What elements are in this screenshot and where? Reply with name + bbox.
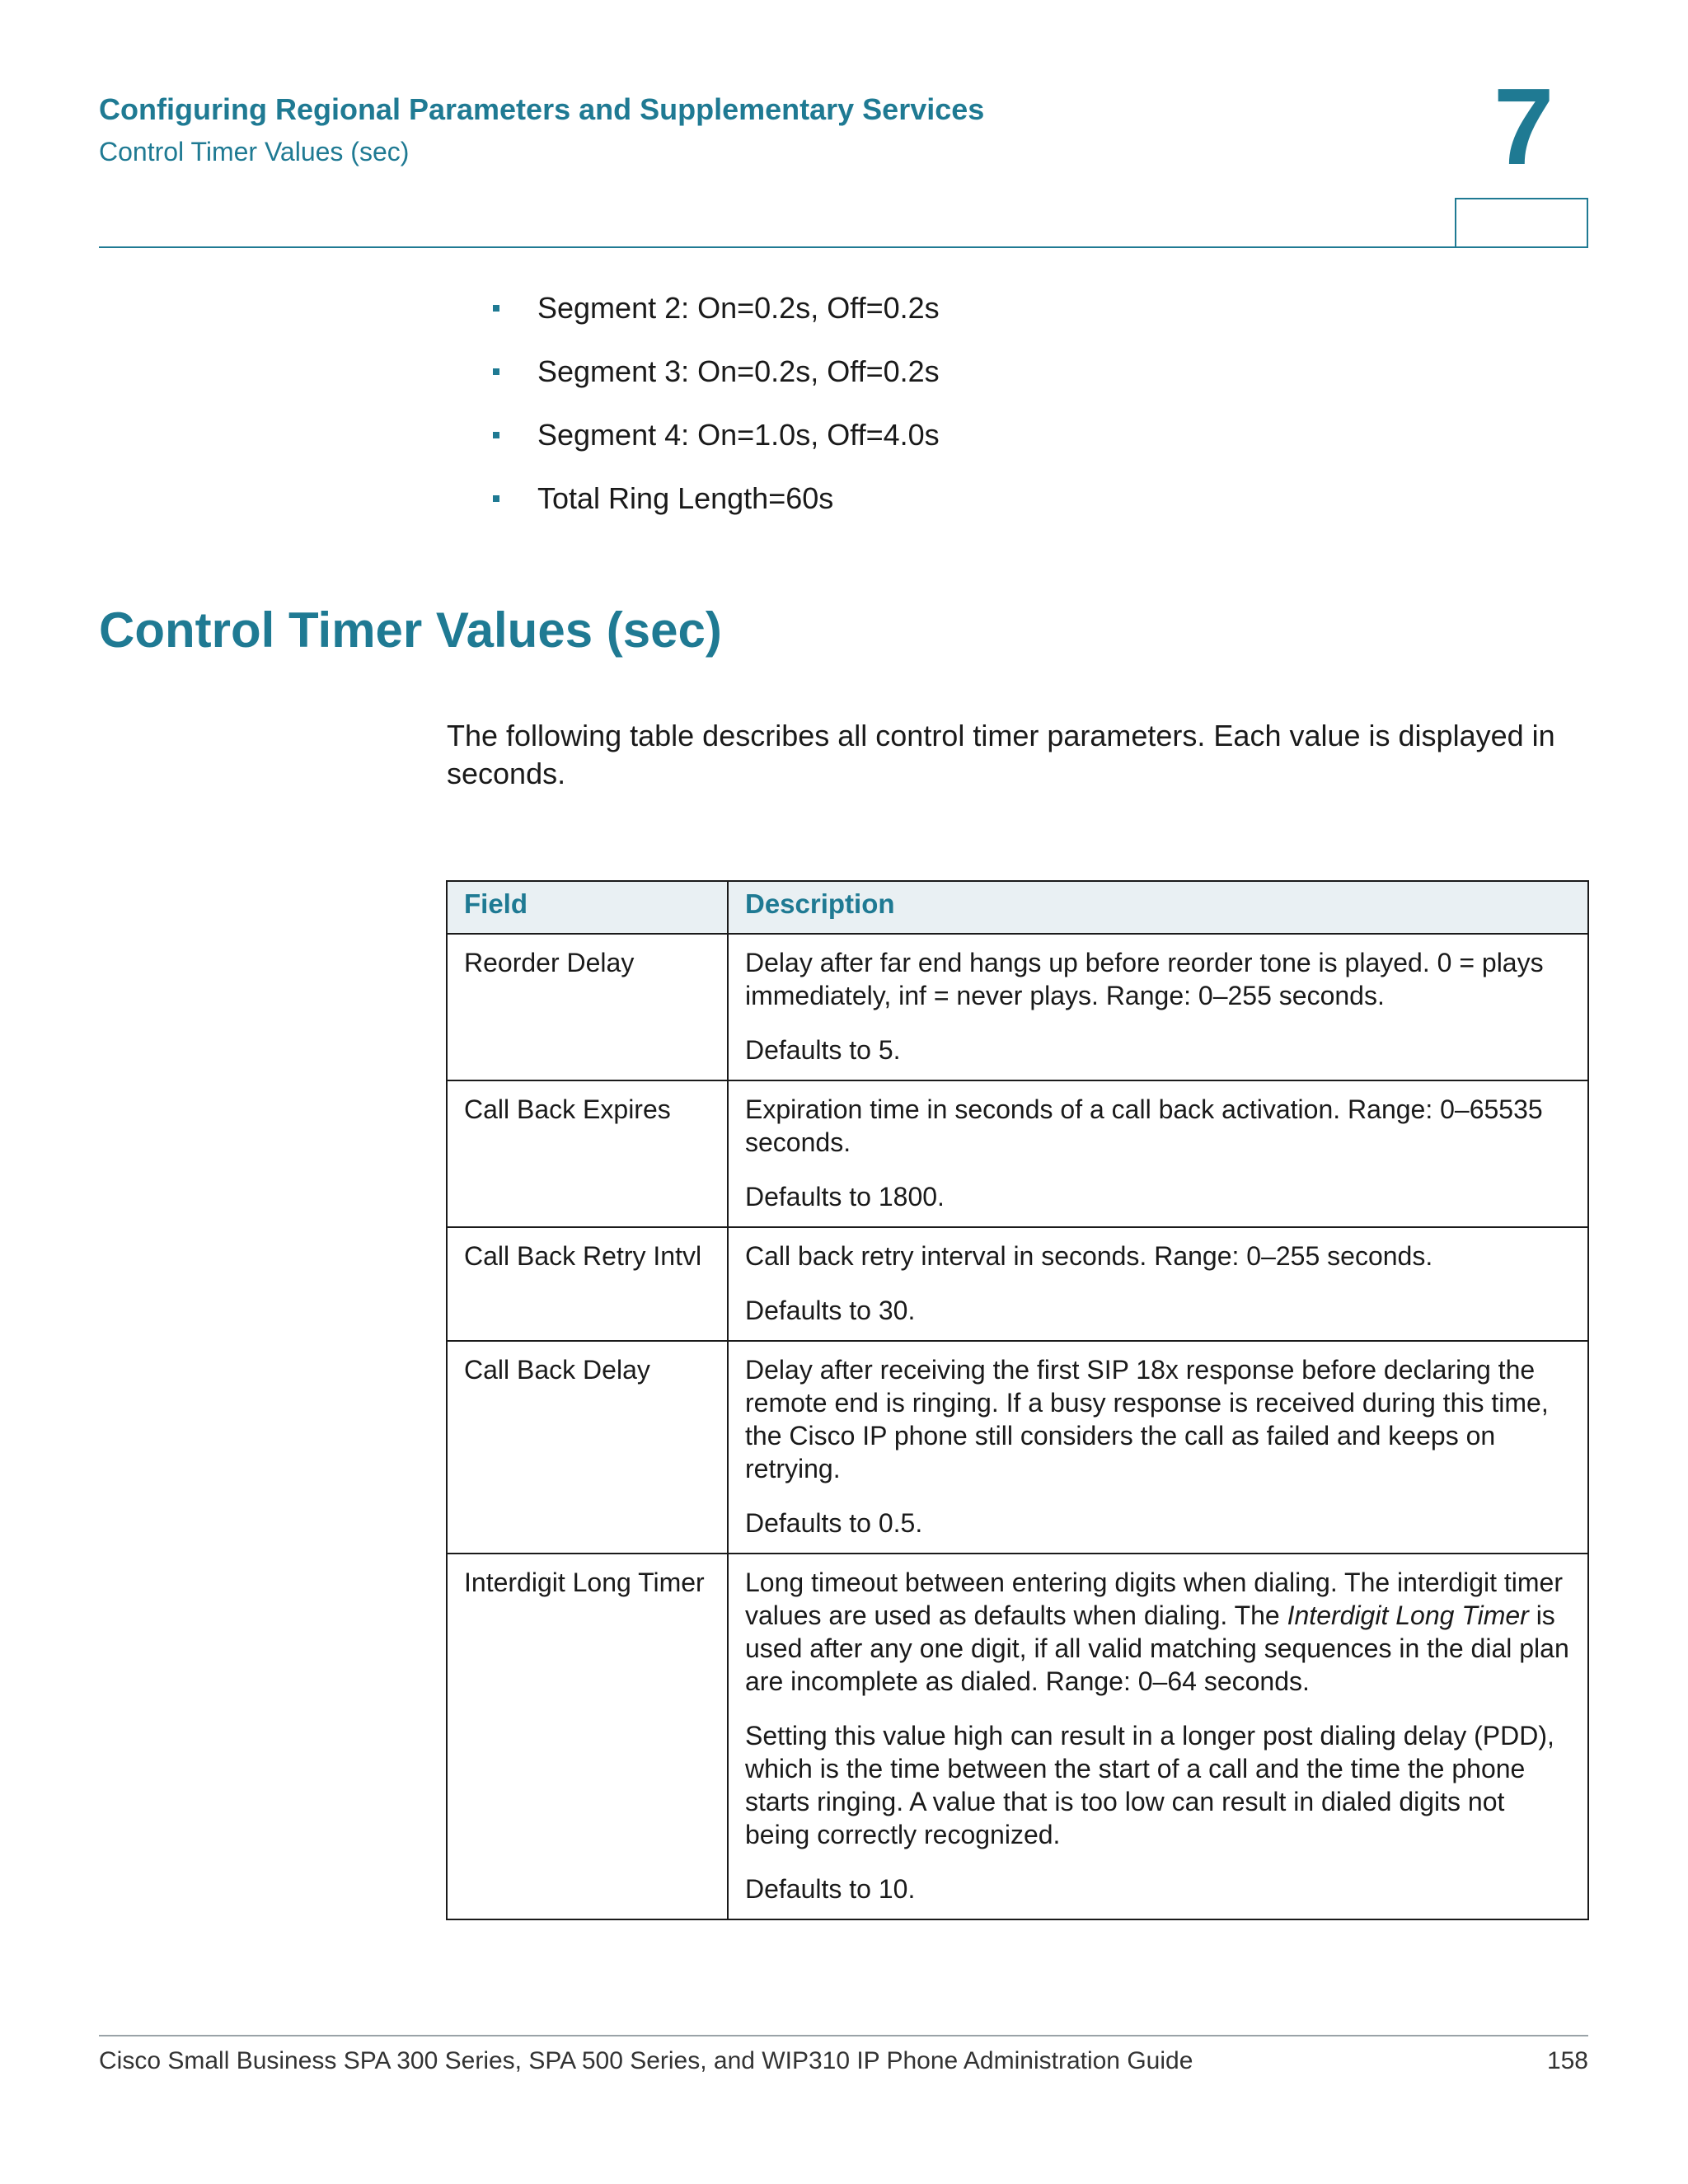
field-cell: Interdigit Long Timer: [447, 1554, 728, 1919]
section-title: Control Timer Values (sec): [99, 602, 722, 658]
default-value-text: Defaults to 1800.: [745, 1182, 945, 1212]
square-bullet-icon: [493, 432, 499, 438]
default-value-text: Defaults to 10.: [745, 1874, 916, 1904]
running-header-subtitle: Control Timer Values (sec): [99, 137, 410, 166]
control-timer-table: [446, 880, 1589, 1920]
description-cell: [728, 1341, 1588, 1554]
default-value-text: Defaults to 0.5.: [745, 1508, 923, 1538]
square-bullet-icon: [493, 305, 499, 312]
description-text-secondary: Setting this value high can result in a longer post dialing delay (PDD), which is the time between the start of a call and the time the phone starts ringing. A value that is too low can result in dialed digits not being correctly recognized.: [745, 1721, 1554, 1849]
list-item-text: Total Ring Length=60s: [537, 481, 834, 515]
emphasized-parameter-name: Interdigit Long Timer: [1287, 1601, 1529, 1630]
footer-guide-title: Cisco Small Business SPA 300 Series, SPA 500 Series, and WIP310 IP Phone Administration Guide: [99, 2047, 1193, 2074]
table-row: [447, 1341, 1588, 1554]
field-cell: Call Back Expires: [447, 1080, 728, 1227]
footer-rule: [99, 2035, 1588, 2036]
table-row: [447, 1080, 1588, 1227]
description-text: [745, 1566, 1571, 1698]
intro-paragraph: The following table describes all control timer parameters. Each value is displayed in seconds.: [447, 719, 1555, 790]
list-item: [493, 415, 940, 478]
column-header-description: Description: [728, 881, 1588, 934]
description-text: Expiration time in seconds of a call back activation. Range: 0–65535 seconds.: [745, 1094, 1543, 1157]
default-value-text: Defaults to 30.: [745, 1296, 916, 1325]
table-row: [447, 1554, 1588, 1919]
list-item-text: Segment 4: On=1.0s, Off=4.0s: [537, 418, 940, 452]
header-rule: [99, 246, 1588, 248]
description-cell: [728, 1554, 1588, 1919]
list-item-text: Segment 3: On=0.2s, Off=0.2s: [537, 354, 940, 388]
list-item-text: Segment 2: On=0.2s, Off=0.2s: [537, 291, 940, 325]
table-header-row: [447, 881, 1588, 934]
list-item: [493, 288, 940, 351]
square-bullet-icon: [493, 368, 499, 375]
running-header-title: Configuring Regional Parameters and Supplementary Services: [99, 92, 985, 126]
field-cell: Call Back Retry Intvl: [447, 1227, 728, 1341]
description-text: Delay after receiving the first SIP 18x response before declaring the remote end is ringing. If a busy response is received during this time, the Cisco IP phone still considers the call as failed and keeps on retrying.: [745, 1355, 1549, 1483]
column-header-field: Field: [447, 881, 728, 934]
description-text: Call back retry interval in seconds. Range: 0–255 seconds.: [745, 1241, 1433, 1271]
description-text-end: is used after any one digit, if all valid matching sequences in the dial plan are incomplete as dialed. Range: 0–64 seconds.: [745, 1601, 1569, 1696]
square-bullet-icon: [493, 495, 499, 502]
description-text-start: Long timeout between entering digits when dialing. The interdigit timer values are used as defaults when dialing. The: [745, 1568, 1563, 1630]
chapter-number: 7: [1493, 66, 1554, 187]
segment-list: [493, 288, 940, 541]
table-row: [447, 1227, 1588, 1341]
list-item: [493, 478, 940, 541]
description-cell: [728, 1080, 1588, 1227]
field-cell: Call Back Delay: [447, 1341, 728, 1554]
default-value-text: Defaults to 5.: [745, 1035, 901, 1065]
list-item: [493, 351, 940, 415]
description-cell: [728, 934, 1588, 1080]
table-row: [447, 934, 1588, 1080]
field-cell: Reorder Delay: [447, 934, 728, 1080]
chapter-tab-box: [1455, 198, 1588, 247]
page-number: 158: [1546, 2047, 1588, 2074]
description-cell: [728, 1227, 1588, 1341]
description-text: Delay after far end hangs up before reorder tone is played. 0 = plays immediately, inf = never plays. Range: 0–255 seconds.: [745, 948, 1544, 1010]
